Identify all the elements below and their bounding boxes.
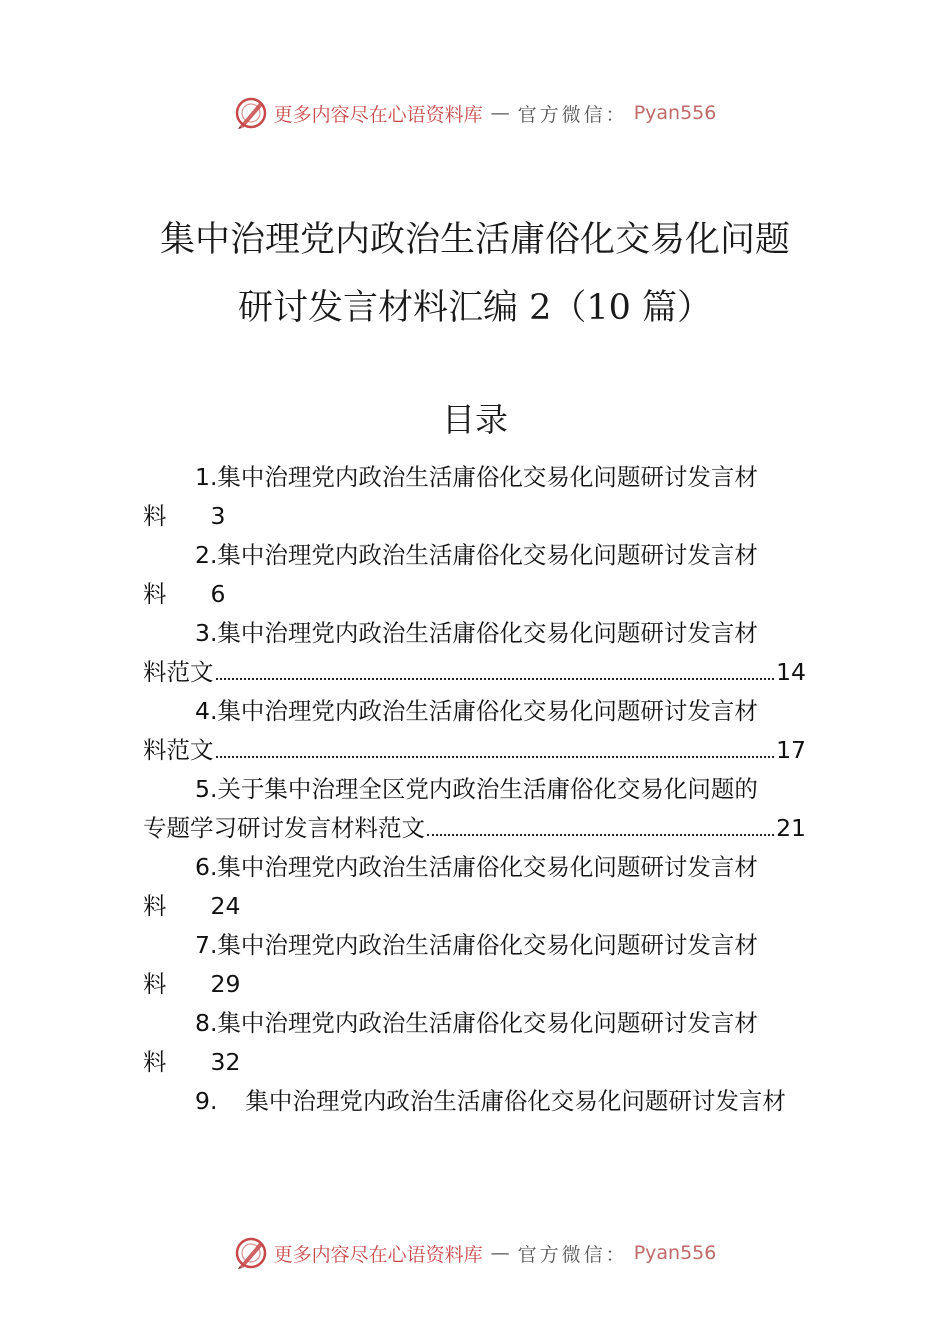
toc-entry-text: 料	[143, 1048, 167, 1076]
toc-entry-text: 料	[143, 502, 167, 530]
toc-dot-leader	[216, 755, 775, 758]
toc-entry-2-line-1[interactable]: 2.集中治理党内政治生活庸俗化交易化问题研讨发言材	[195, 541, 758, 569]
document-title-line-2: 研讨发言材料汇编 2（10 篇）	[237, 288, 713, 328]
footer-watermark	[0, 1236, 950, 1270]
toc-entry-4-line-2[interactable]	[143, 731, 806, 770]
toc-entry-text: 料范文	[143, 658, 214, 686]
toc-heading: 目录	[442, 400, 508, 439]
toc-dot-leader	[216, 677, 775, 680]
toc-entry-3-line-1[interactable]: 3.集中治理党内政治生活庸俗化交易化问题研讨发言材	[195, 619, 758, 647]
watermark-wechat-label: 官方微信：	[517, 103, 628, 126]
toc-entry-9-line-1[interactable]	[195, 1082, 786, 1121]
toc-entry-7-line-2[interactable]	[143, 965, 240, 1004]
toc-entry-text: 集中治理党内政治生活庸俗化交易化问题研讨发言材	[245, 1087, 786, 1115]
toc-entry-number: 9.	[195, 1087, 218, 1115]
toc-entry-text: 料	[143, 970, 167, 998]
watermark-dash: —	[490, 102, 510, 124]
toc-entry-5-line-1[interactable]: 5.关于集中治理全区党内政治生活庸俗化交易化问题的	[195, 775, 758, 803]
toc-entry-8-line-2[interactable]	[143, 1043, 240, 1082]
document-title-line-1: 集中治理党内政治生活庸俗化交易化问题	[159, 220, 790, 260]
toc-entry-1-line-1[interactable]: 1.集中治理党内政治生活庸俗化交易化问题研讨发言材	[195, 463, 758, 491]
toc-entry-6-line-2[interactable]	[143, 887, 240, 926]
toc-entry-5-line-2[interactable]	[143, 809, 806, 848]
pen-seal-logo-icon	[234, 96, 268, 130]
watermark-wechat-id: Pyan556	[633, 102, 717, 124]
toc-entry-text: 专题学习研讨发言材料范文	[143, 814, 425, 842]
toc-page-number: 21	[776, 814, 806, 842]
toc-entry-7-line-1[interactable]: 7.集中治理党内政治生活庸俗化交易化问题研讨发言材	[195, 931, 758, 959]
toc-page-number: 24	[210, 892, 241, 920]
toc-entry-text: 料	[143, 892, 167, 920]
toc-entry-text: 料范文	[143, 736, 214, 764]
toc-page-number: 17	[776, 736, 806, 764]
toc-dot-leader	[427, 833, 774, 836]
toc-entry-text: 料	[143, 580, 167, 608]
watermark-wechat-id: Pyan556	[633, 1242, 717, 1264]
header-watermark	[0, 96, 950, 130]
toc-page-number: 32	[210, 1048, 241, 1076]
pen-seal-logo-icon	[234, 1236, 268, 1270]
watermark-library-text: 更多内容尽在心语资料库	[273, 1243, 483, 1266]
toc-entry-8-line-1[interactable]: 8.集中治理党内政治生活庸俗化交易化问题研讨发言材	[195, 1009, 758, 1037]
watermark-library-text: 更多内容尽在心语资料库	[273, 103, 483, 126]
toc-page-number: 14	[776, 658, 806, 686]
watermark-wechat-label: 官方微信：	[517, 1243, 628, 1266]
toc-page-number: 29	[210, 970, 241, 998]
toc-entry-2-line-2[interactable]	[143, 575, 225, 614]
toc-entry-4-line-1[interactable]: 4.集中治理党内政治生活庸俗化交易化问题研讨发言材	[195, 697, 758, 725]
watermark-dash: —	[490, 1242, 510, 1264]
toc-entry-3-line-2[interactable]	[143, 653, 806, 692]
toc-entry-1-line-2[interactable]	[143, 497, 225, 536]
toc-page-number: 6	[210, 580, 226, 608]
toc-page-number: 3	[210, 502, 226, 530]
toc-entry-6-line-1[interactable]: 6.集中治理党内政治生活庸俗化交易化问题研讨发言材	[195, 853, 758, 881]
